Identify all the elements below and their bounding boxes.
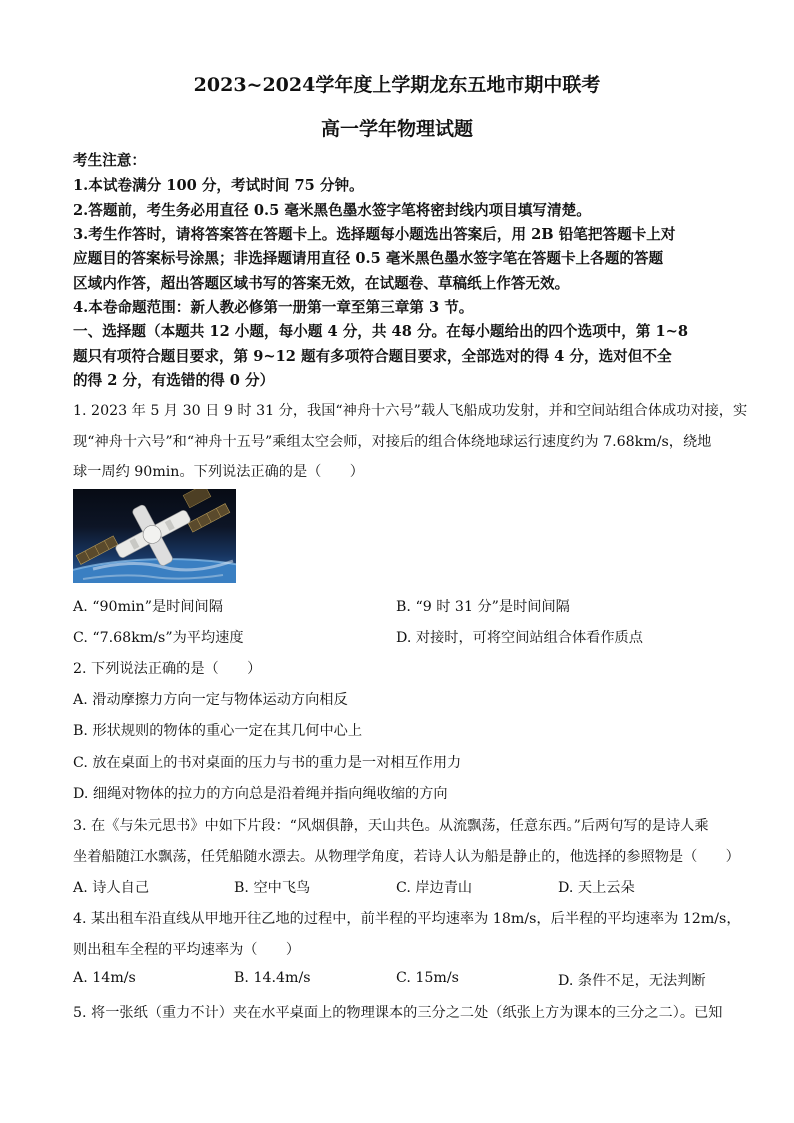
question-4-stem: 4. 某出租车沿直线从甲地开往乙地的过程中，前半程的平均速率为 18m/s，后半程的平均速率为 12m/s， <box>73 911 741 927</box>
question-1-option-a: A. “90min”是时间间隔 <box>73 599 223 615</box>
space-station-icon <box>73 489 236 583</box>
section-heading: 的得 2 分，有选错的得 0 分） <box>73 372 275 389</box>
notice-heading: 考生注意： <box>73 152 146 169</box>
question-2-stem: 2. 下列说法正确的是（ ） <box>73 661 262 677</box>
question-2-option-a: A. 滑动摩擦力方向一定与物体运动方向相反 <box>73 692 348 708</box>
question-3-option-b: B. 空中飞鸟 <box>234 880 311 896</box>
question-3-option-d: D. 天上云朵 <box>558 880 635 896</box>
question-2-option-b: B. 形状规则的物体的重心一定在其几何中心上 <box>73 723 363 739</box>
notice-item: 应题目的答案标号涂黑；非选择题请用直径 0.5 毫米黑色墨水签字笔在答题卡上各题的答题 <box>73 250 664 267</box>
question-2-option-d: D. 细绳对物体的拉力的方向总是沿着绳并指向绳收缩的方向 <box>73 786 448 802</box>
question-1-stem: 球一周约 90min。下列说法正确的是（ ） <box>73 464 364 480</box>
exam-subtitle: 高一学年物理试题 <box>320 118 473 140</box>
question-3-stem: 坐着船随江水飘荡，任凭船随水漂去。从物理学角度，若诗人认为船是静止的，他选择的参照物是（ ） <box>73 849 740 865</box>
notice-item: 区域内作答，超出答题区域书写的答案无效，在试题卷、草稿纸上作答无效。 <box>73 275 570 292</box>
question-1-option-c: C. “7.68km/s”为平均速度 <box>73 630 244 646</box>
section-heading: 题只有项符合题目要求，第 9~12 题有多项符合题目要求，全部选对的得 4 分，选对但不全 <box>73 348 672 365</box>
question-4-option-b: B. 14.4m/s <box>234 970 311 986</box>
question-3-option-c: C. 岸边青山 <box>396 880 473 896</box>
question-4-stem: 则出租车全程的平均速率为（ ） <box>73 942 301 958</box>
question-3-stem: 3. 在《与朱元思书》中如下片段：“风烟俱静，天山共色。从流飘荡，任意东西。”后两句写的是诗人乘 <box>73 818 709 834</box>
question-1-stem: 1. 2023 年 5 月 30 日 9 时 31 分，我国“神舟十六号”载人飞船成功发射，并和空间站组合体成功对接，实 <box>73 403 748 419</box>
question-4-option-c: C. 15m/s <box>396 970 459 986</box>
notice-item: 3.考生作答时，请将答案答在答题卡上。选择题每小题选出答案后，用 2B 铅笔把答题卡上对 <box>73 226 676 243</box>
question-5-stem: 5. 将一张纸（重力不计）夹在水平桌面上的物理课本的三分之二处（纸张上方为课本的三分之二）。已知 <box>73 1005 723 1021</box>
question-4-option-a: A. 14m/s <box>73 970 136 986</box>
section-heading: 一、选择题（本题共 12 小题，每小题 4 分，共 48 分。在每小题给出的四个选项中，第 1~8 <box>73 323 689 340</box>
question-1-option-d: D. 对接时，可将空间站组合体看作质点 <box>396 630 643 646</box>
question-1-stem: 现“神舟十六号”和“神舟十五号”乘组太空会师，对接后的组合体绕地球运行速度约为 7.68km/s，绕地 <box>73 434 712 450</box>
notice-item: 2.答题前，考生务必用直径 0.5 毫米黑色墨水签字笔将密封线内项目填写清楚。 <box>73 202 591 219</box>
question-3-option-a: A. 诗人自己 <box>73 880 150 896</box>
question-2-option-c: C. 放在桌面上的书对桌面的压力与书的重力是一对相互作用力 <box>73 755 462 771</box>
question-1-option-b: B. “9 时 31 分”是时间间隔 <box>396 599 570 615</box>
exam-title: 2023~2024学年度上学期龙东五地市期中联考 <box>193 74 601 96</box>
notice-item: 4.本卷命题范围：新人教必修第一册第一章至第三章第 3 节。 <box>73 299 474 316</box>
space-station-photo <box>73 489 236 583</box>
question-4-option-d: D. 条件不足，无法判断 <box>558 973 706 989</box>
notice-item: 1.本试卷满分 100 分，考试时间 75 分钟。 <box>73 177 364 194</box>
